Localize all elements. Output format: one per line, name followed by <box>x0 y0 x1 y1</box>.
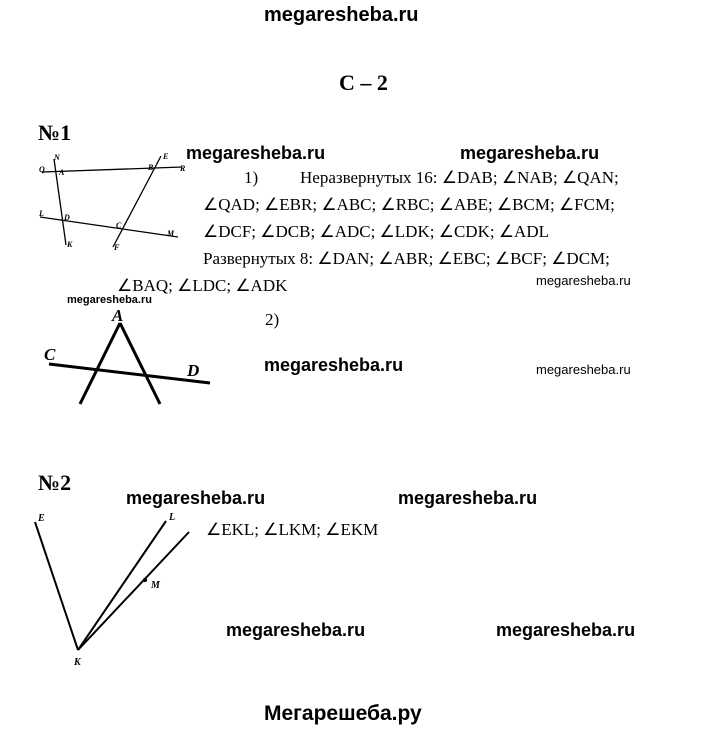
task1-line2: ∠QAD; ∠EBR; ∠ABC; ∠RBC; ∠ABE; ∠BCM; ∠FCM; <box>203 195 615 214</box>
watermark: megaresheba.ru <box>67 294 152 306</box>
task1-line4: Развернутых 8: ∠DAN; ∠ABR; ∠EBC; ∠BCF; ∠DCM; <box>203 249 610 268</box>
task1-line3: ∠DCF; ∠DCB; ∠ADC; ∠LDK; ∠CDK; ∠ADL <box>203 222 549 241</box>
footer-site: Мегарешеба.ру <box>264 702 422 725</box>
ray-A-left <box>80 323 120 404</box>
label-N: N <box>54 153 60 162</box>
figure-intersecting-lines <box>34 150 184 260</box>
line-LM <box>40 217 178 237</box>
task2-number: №2 <box>38 470 72 495</box>
item1-label: 1) <box>244 168 259 187</box>
ray-KM <box>78 532 189 650</box>
label-D: D <box>64 213 70 222</box>
label-D: D <box>187 361 200 380</box>
watermark: megaresheba.ru <box>226 620 366 640</box>
label-L: L <box>39 209 44 218</box>
figure-angle-with-line <box>40 303 220 408</box>
header-site: megaresheba.ru <box>264 4 419 26</box>
label-M: M <box>167 229 175 238</box>
line-CD <box>49 364 210 383</box>
task2-answer: ∠EKL; ∠LKM; ∠EKM <box>206 520 379 539</box>
task1-line1: Неразвернутых 16: ∠DAB; ∠NAB; ∠QAN; <box>300 168 619 187</box>
point-M <box>143 578 147 582</box>
label-B: B <box>148 163 154 172</box>
task1-number: №1 <box>38 120 72 145</box>
watermark: megaresheba.ru <box>536 362 631 377</box>
label-L: L <box>169 512 176 523</box>
label-Q: Q <box>39 165 45 174</box>
label-A: A <box>59 168 65 177</box>
label-A: A <box>112 306 124 325</box>
watermark: megaresheba.ru <box>460 143 600 163</box>
figure-rays-from-K <box>30 505 200 675</box>
label-M: M <box>151 580 160 591</box>
watermark: megaresheba.ru <box>264 355 404 375</box>
label-C: C <box>44 345 56 364</box>
watermark: megaresheba.ru <box>398 488 538 508</box>
ray-KE <box>35 522 78 650</box>
label-K: K <box>74 657 81 668</box>
label-R: R <box>180 164 186 173</box>
label-E: E <box>38 513 45 524</box>
watermark: megaresheba.ru <box>536 273 631 288</box>
ray-A-right <box>120 323 160 404</box>
page-title: С – 2 <box>339 70 388 95</box>
watermark: megaresheba.ru <box>126 488 266 508</box>
label-K: K <box>67 240 73 249</box>
label-C: C <box>116 221 122 230</box>
watermark: megaresheba.ru <box>186 143 326 163</box>
task1-line5: ∠BAQ; ∠LDC; ∠ADK <box>117 276 288 295</box>
item2-label: 2) <box>265 310 280 329</box>
watermark: megaresheba.ru <box>496 620 636 640</box>
label-E: E <box>163 152 169 161</box>
label-F: F <box>114 243 120 252</box>
